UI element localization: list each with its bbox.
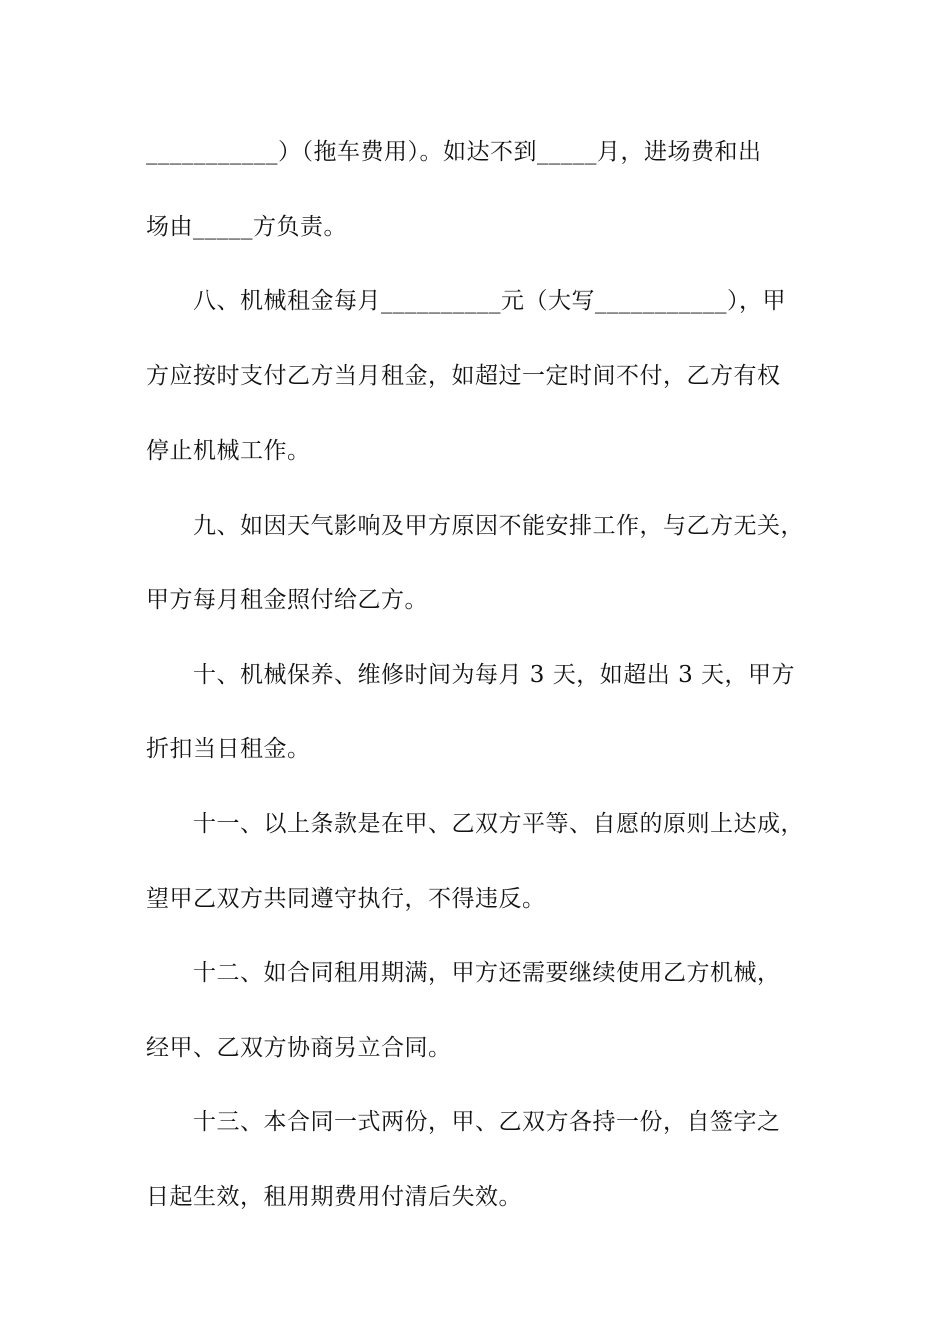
clause-8-line-3: 停止机械工作。 [146, 438, 311, 464]
clause-12-line-2: 经甲、乙双方协商另立合同。 [146, 1035, 452, 1061]
clause-13-line-2: 日起生效，租用期费用付清后失效。 [146, 1184, 522, 1210]
clause-13-line-1: 十三、本合同一式两份，甲、乙双方各持一份，自签字之 [193, 1109, 781, 1135]
clause-12-line-1: 十二、如合同租用期满，甲方还需要继续使用乙方机械， [193, 960, 781, 986]
clause-7-line-1: ___________）（拖车费用）。如达不到_____月，进场费和出 [146, 139, 762, 165]
clause-10-line-2: 折扣当日租金。 [146, 736, 311, 762]
clause-11-line-2: 望甲乙双方共同遵守执行，不得违反。 [146, 886, 546, 912]
clause-7-line-2: 场由_____方负责。 [146, 214, 347, 240]
clause-9-line-2: 甲方每月租金照付给乙方。 [146, 587, 428, 613]
clause-11-line-1: 十一、以上条款是在甲、乙双方平等、自愿的原则上达成， [193, 811, 804, 837]
clause-9-line-1: 九、如因天气影响及甲方原因不能安排工作，与乙方无关， [193, 513, 804, 539]
clause-8-line-2: 方应按时支付乙方当月租金，如超过一定时间不付，乙方有权 [146, 363, 781, 389]
clause-10-line-1: 十、机械保养、维修时间为每月 3 天，如超出 3 天，甲方 [193, 662, 796, 688]
clause-8-line-1: 八、机械租金每月__________元（大写___________），甲 [193, 288, 786, 314]
